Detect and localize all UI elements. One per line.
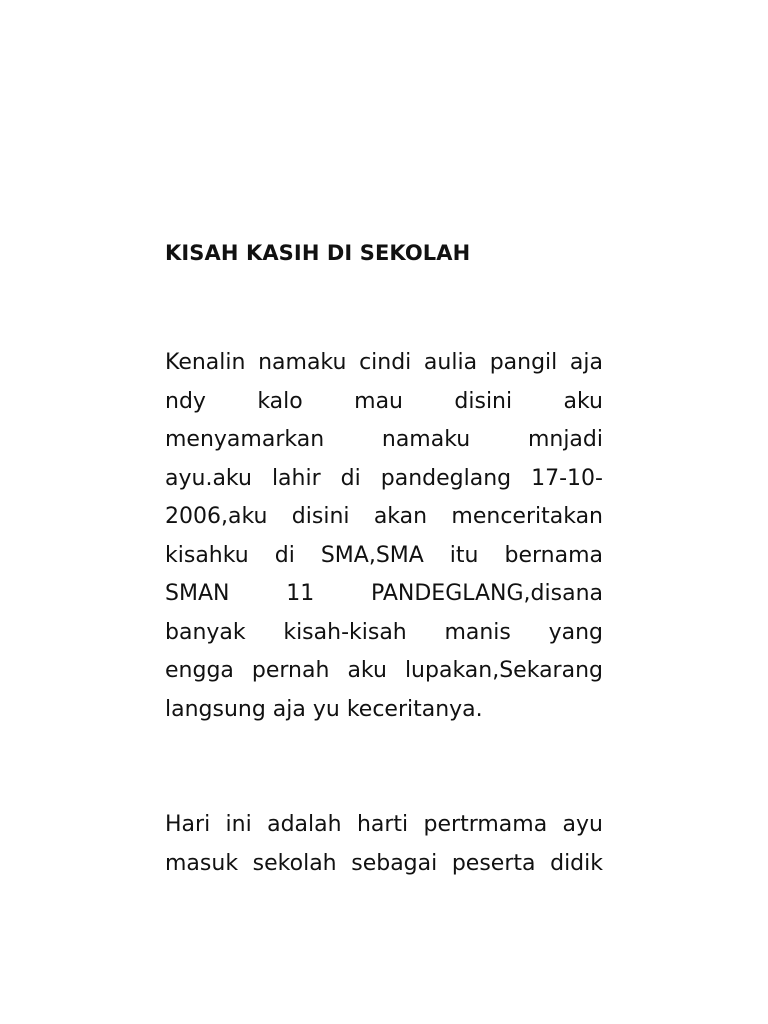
- paragraph-line: kisahku di SMA,SMA itu bernama: [165, 542, 603, 568]
- paragraph-line: banyak kisah-kisah manis yang: [165, 619, 603, 645]
- paragraph-line: menyamarkan namaku mnjadi: [165, 427, 603, 452]
- paragraph-line: ndy kalo mau disini aku: [165, 388, 603, 414]
- paragraph-line: Hari ini adalah harti pertrmama ayu: [165, 812, 603, 837]
- paragraph-first-day: [165, 806, 603, 883]
- paragraph-line: SMAN 11 PANDEGLANG,disana: [165, 581, 603, 606]
- paragraph-line: engga pernah aku lupakan,Sekarang: [165, 658, 603, 683]
- paragraph-line: Kenalin namaku cindi aulia pangil aja: [165, 350, 603, 375]
- paragraph-line: ayu.aku lahir di pandeglang 17-10-: [165, 465, 603, 491]
- paragraph-intro: [165, 344, 603, 729]
- paragraph-line: 2006,aku disini akan menceritakan: [165, 504, 603, 529]
- paragraph-line: masuk sekolah sebagai peserta didik: [165, 850, 603, 876]
- paragraph-line: langsung aja yu keceritanya.: [165, 696, 483, 722]
- document-title: KISAH KASIH DI SEKOLAH: [165, 241, 471, 265]
